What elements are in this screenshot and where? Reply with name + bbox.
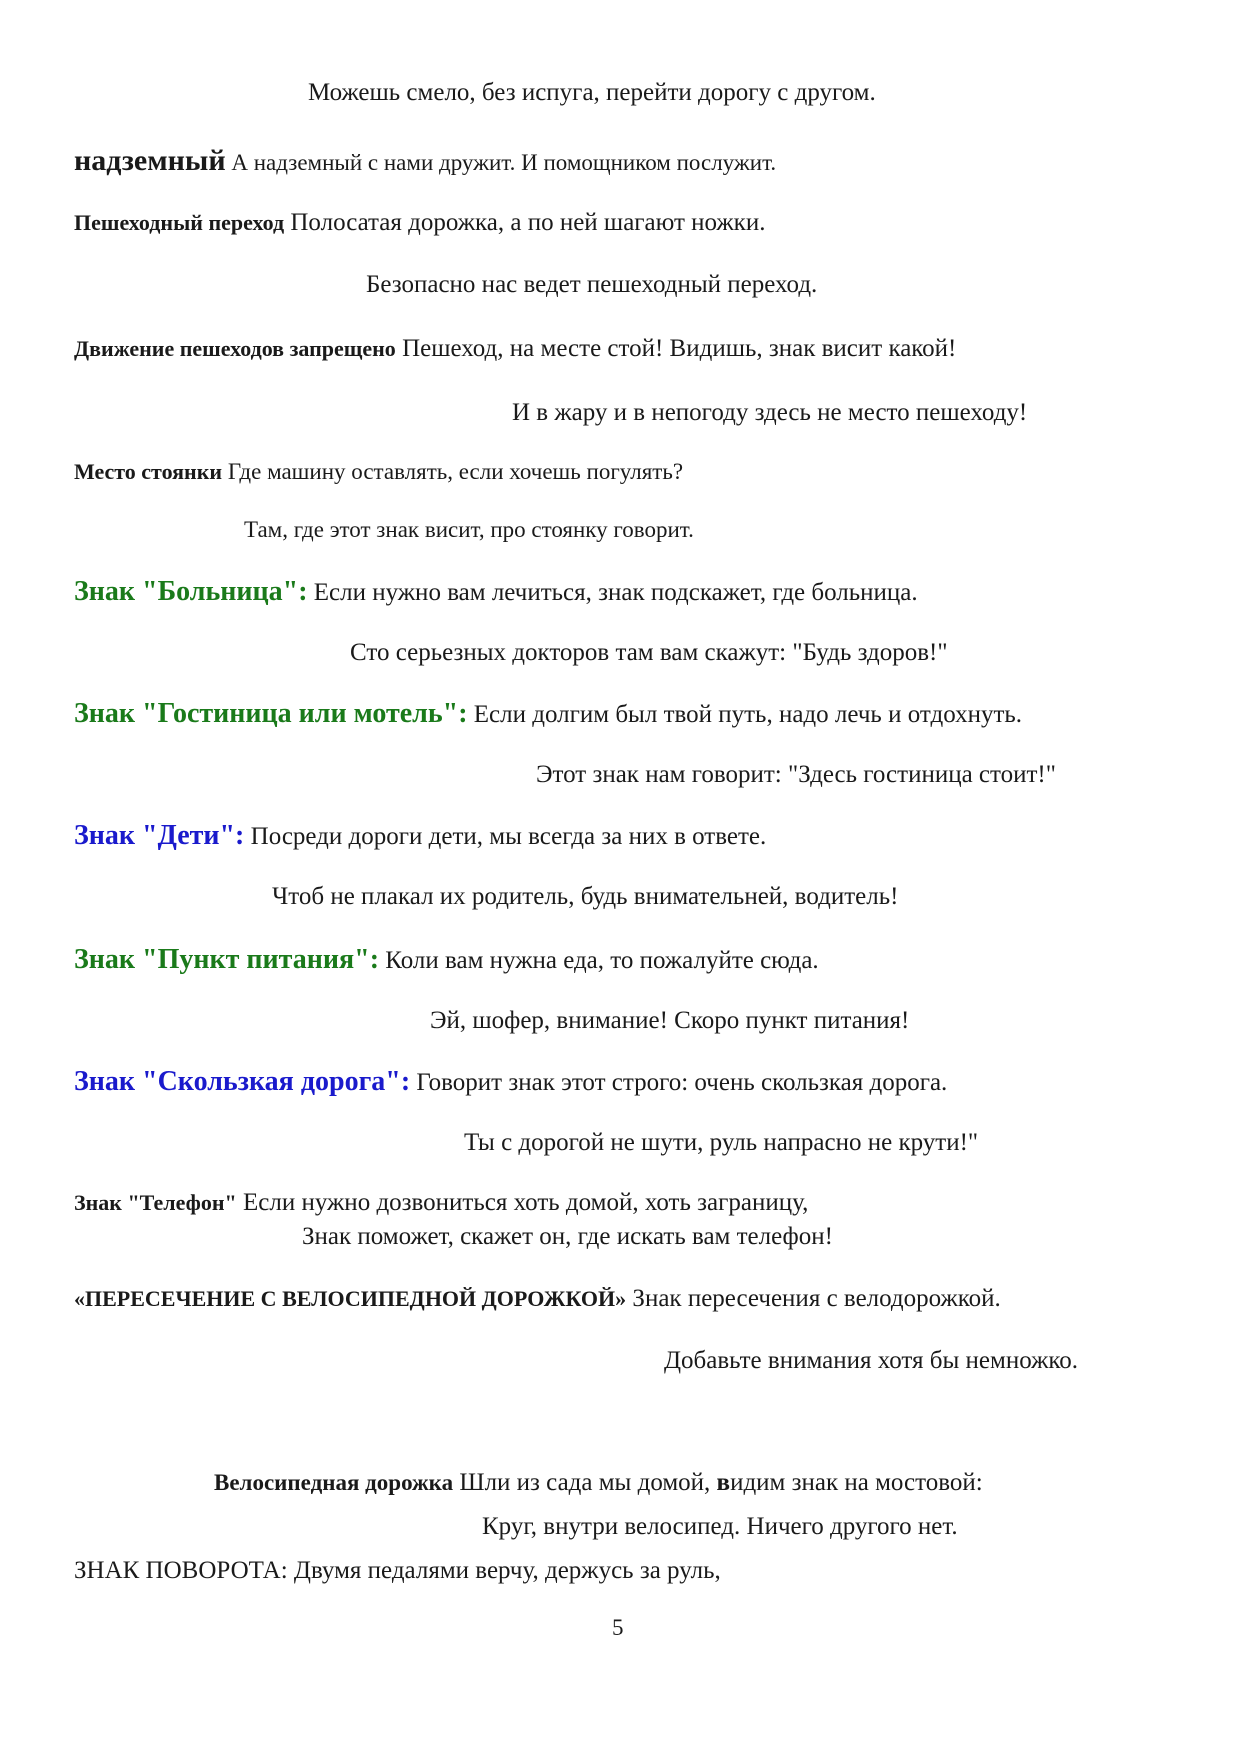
verse-line: Там, где этот знак висит, про стоянку говорит. <box>244 517 694 542</box>
term-label: Знак "Телефон" <box>74 1190 237 1215</box>
verse-line: Знак "Больница": Если нужно вам лечиться, знак подскажет, где больница. <box>74 576 918 607</box>
term-label: надземный <box>74 144 226 177</box>
verse-line: Знак "Пункт питания": Коли вам нужна еда, то пожалуйте сюда. <box>74 944 819 975</box>
verse-line: И в жару и в непогоду здесь не место пешеходу! <box>512 399 1028 426</box>
term-label: «ПЕРЕСЕЧЕНИЕ С ВЕЛОСИПЕДНОЙ ДОРОЖКОЙ» <box>74 1286 627 1311</box>
verse-line: Велосипедная дорожка Шли из сада мы домой, видим знак на мостовой: <box>214 1469 983 1496</box>
verse-line: Место стоянки Где машину оставлять, если хочешь погулять? <box>74 459 684 484</box>
verse-line: Движение пешеходов запрещено Пешеход, на месте стой! Видишь, знак висит какой! <box>74 335 957 362</box>
verse-line: ЗНАК ПОВОРОТА: Двумя педалями верчу, держусь за руль, <box>74 1557 721 1584</box>
term-label: Место стоянки <box>74 459 223 484</box>
verse-line: Круг, внутри велосипед. Ничего другого нет. <box>482 1513 958 1540</box>
verse-line: Этот знак нам говорит: "Здесь гостиница стоит!" <box>536 761 1056 788</box>
sign-label-food: Знак "Пункт питания": <box>74 944 380 975</box>
term-label: Пешеходный переход <box>74 210 285 235</box>
term-label: Движение пешеходов запрещено <box>74 336 396 361</box>
sign-label-slippery-road: Знак "Скользкая дорога": <box>74 1066 411 1097</box>
verse-line: Сто серьезных докторов там вам скажут: "Будь здоров!" <box>350 639 948 666</box>
verse-line: Знак "Гостиница или мотель": Если долгим был твой путь, надо лечь и отдохнуть. <box>74 698 1023 729</box>
verse-line: «ПЕРЕСЕЧЕНИЕ С ВЕЛОСИПЕДНОЙ ДОРОЖКОЙ» Знак пересечения с велодорожкой. <box>74 1285 1001 1312</box>
sign-label-children: Знак "Дети": <box>74 820 245 851</box>
sign-label-hospital: Знак "Больница": <box>74 576 308 607</box>
verse-line: Эй, шофер, внимание! Скоро пункт питания! <box>430 1007 910 1034</box>
verse-line: Безопасно нас ведет пешеходный переход. <box>366 271 818 298</box>
verse-line: Добавьте внимания хотя бы немножко. <box>664 1347 1078 1374</box>
sign-label-hotel: Знак "Гостиница или мотель": <box>74 698 468 729</box>
page-number: 5 <box>612 1615 624 1640</box>
verse-line: Можешь смело, без испуга, перейти дорогу с другом. <box>308 79 876 106</box>
verse-line: надземный А надземный с нами дружит. И помощником послужит. <box>74 144 777 177</box>
term-label: Велосипедная дорожка <box>214 1470 454 1495</box>
verse-line: Знак "Телефон" Если нужно дозвониться хоть домой, хоть заграницу, <box>74 1189 809 1216</box>
verse-line: Ты с дорогой не шути, руль напрасно не крути!" <box>464 1129 979 1156</box>
verse-line: Знак поможет, скажет он, где искать вам телефон! <box>302 1223 833 1250</box>
verse-line: Знак "Дети": Посреди дороги дети, мы всегда за них в ответе. <box>74 820 767 851</box>
verse-line: Чтоб не плакал их родитель, будь внимательней, водитель! <box>272 883 899 910</box>
verse-line: Пешеходный переход Полосатая дорожка, а по ней шагают ножки. <box>74 209 766 236</box>
verse-line: Знак "Скользкая дорога": Говорит знак этот строго: очень скользкая дорога. <box>74 1066 948 1097</box>
